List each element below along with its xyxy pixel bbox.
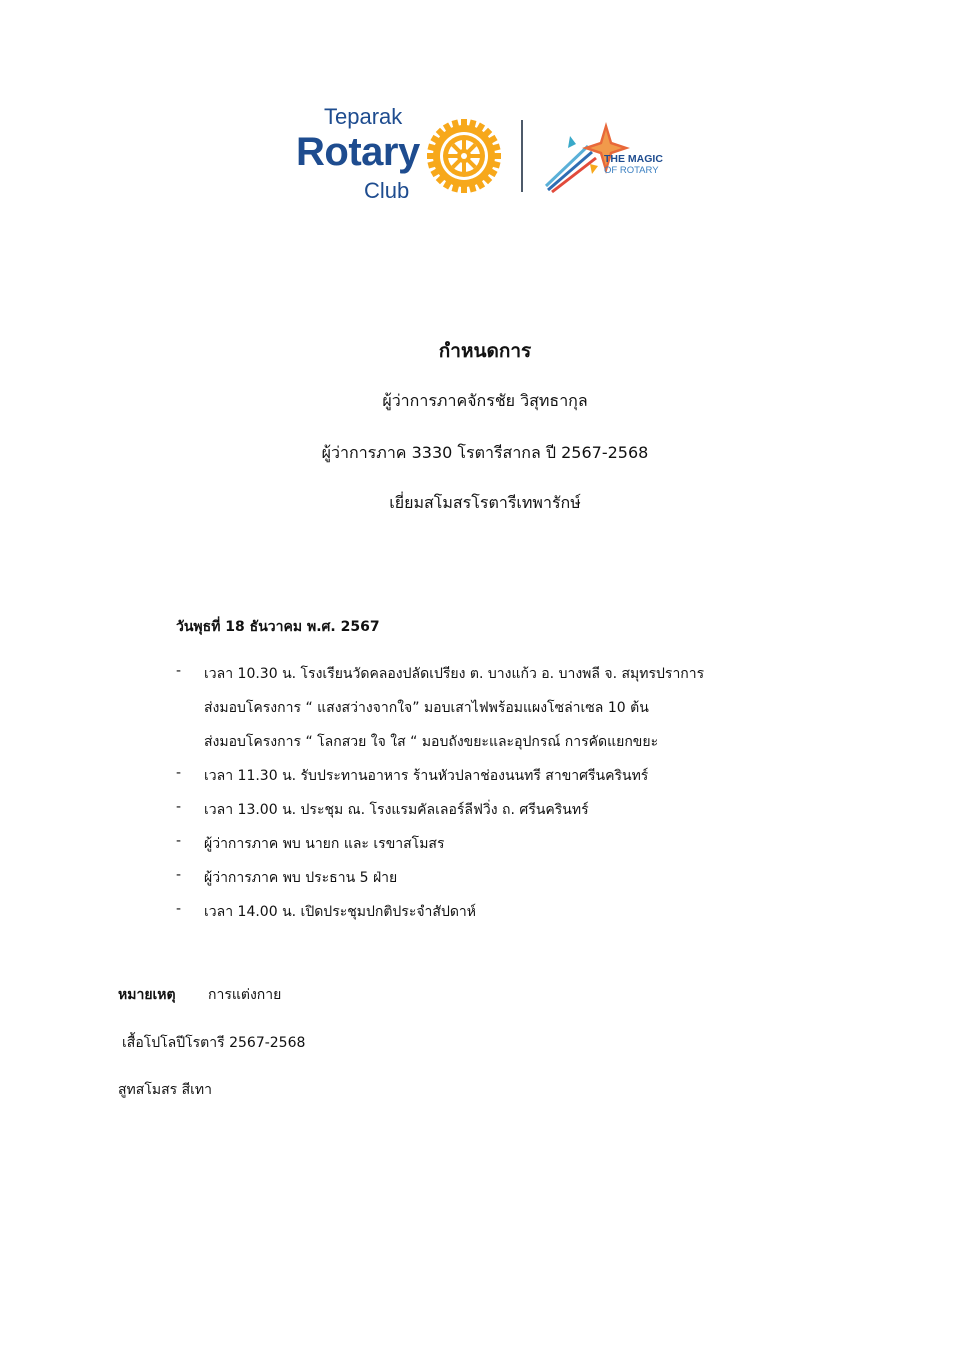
magic-line2: OF ROTARY [604, 165, 659, 176]
magic-of-rotary-text [604, 154, 663, 176]
governor-district: ผู้ว่าการภาค 3330 โรตารีสากล ปี 2567-2568 [321, 443, 649, 462]
list-item: เวลา 13.00 น. ประชุม ณ. โรงแรมคัลเลอร์ลีฟวิ่ง ถ. ศรีนครินทร์ [204, 802, 589, 818]
wheel-tooth [461, 119, 467, 127]
list-bullet: - [176, 765, 182, 781]
logo-rotary-text: Rotary [296, 130, 420, 174]
list-bullet: - [176, 901, 182, 917]
wheel-tooth [493, 153, 501, 159]
notes-shirt: เสื้อโปโลปีโรตารี 2567-2568 [122, 1035, 306, 1051]
wheel-tooth [461, 185, 467, 193]
logo [290, 100, 690, 203]
list-bullet: - [176, 663, 182, 679]
magic-line1: THE MAGIC [604, 153, 663, 165]
logo-club-text: Club [364, 178, 410, 203]
rotary-wheel-icon [424, 116, 504, 196]
list-item: เวลา 11.30 น. รับประทานอาหาร ร้านหัวปลาช่องนนทรี สาขาศรีนครินทร์ [204, 768, 649, 784]
visit-club: เยี่ยมสโมสรโรตารีเทพารักษ์ [389, 493, 581, 512]
list-item: ผู้ว่าการภาค พบ ประธาน 5 ฝ่าย [204, 870, 398, 886]
notes-heading: หมายเหตุ [118, 987, 176, 1003]
governor-name: ผู้ว่าการภาคจักรชัย วิสุทธากุล [382, 391, 588, 410]
list-bullet: - [176, 833, 182, 849]
list-item: เวลา 14.00 น. เปิดประชุมปกติประจำสัปดาห์ [204, 904, 477, 920]
list-item: ส่งมอบโครงการ “ แสงสว่างจากใจ” มอบเสาไฟพร้อมแผงโซล่าเซล 10 ต้น [204, 700, 649, 716]
wheel-tooth [427, 153, 435, 159]
list-item: ส่งมอบโครงการ “ โลกสวย ใจ ใส “ มอบถังขยะและอุปกรณ์ การคัดแยกขยะ [204, 734, 659, 750]
notes-dress-label: การแต่งกาย [208, 987, 282, 1003]
logo-teparak-text: Teparak [324, 104, 403, 129]
notes-pants: สูทสโมสร สีเทา [118, 1082, 213, 1098]
list-bullet: - [176, 799, 182, 815]
list-item: เวลา 10.30 น. โรงเรียนวัดคลองปลัดเปรียง ต. บางแก้ว อ. บางพลี จ. สมุทรปราการ [204, 666, 705, 682]
document-title: กำหนดการ [438, 340, 532, 362]
list-bullet: - [176, 867, 182, 883]
list-item: ผู้ว่าการภาค พบ นายก และ เรขาสโมสร [204, 836, 445, 852]
logo-divider [521, 120, 523, 192]
schedule-date: วันพุธที่ 18 ธันวาคม พ.ศ. 2567 [176, 619, 380, 635]
